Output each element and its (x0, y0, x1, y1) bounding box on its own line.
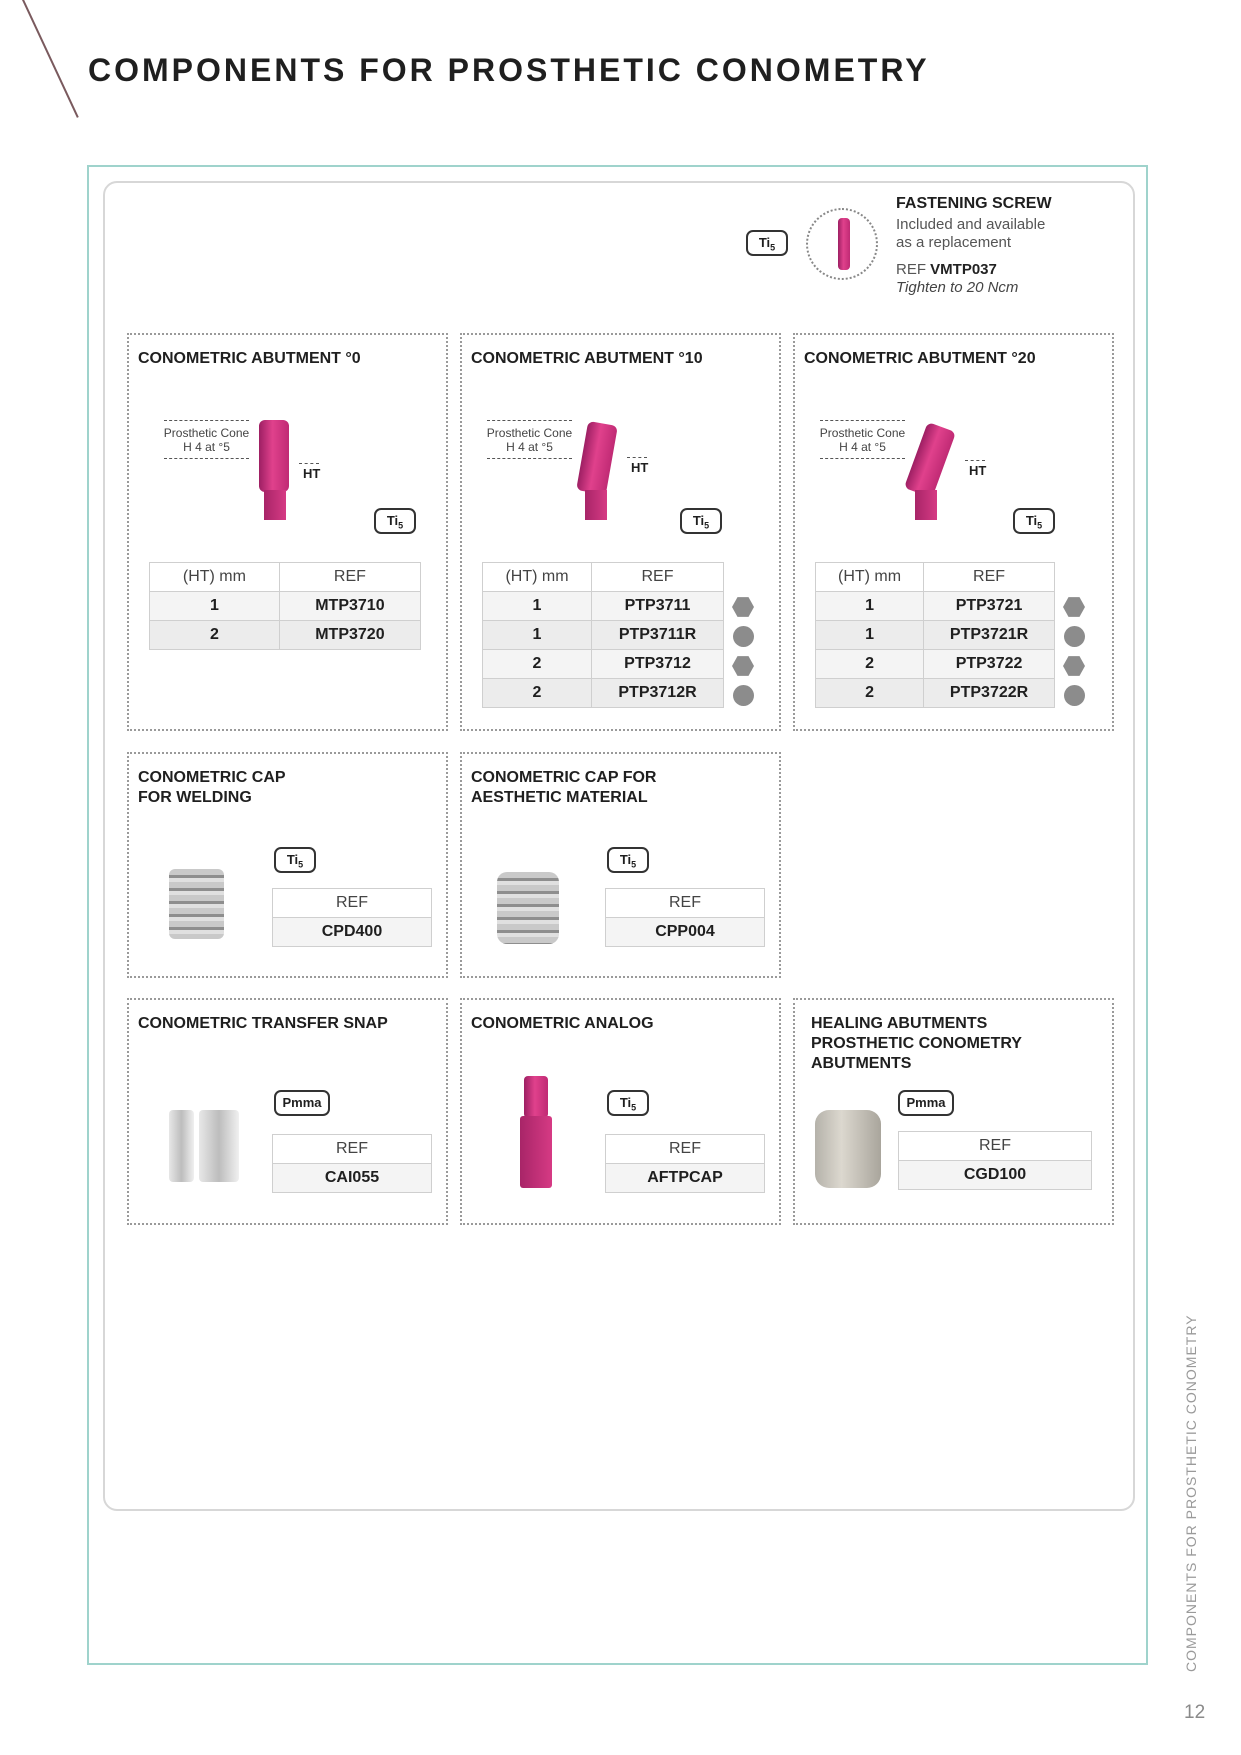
cone-label-line2: H 4 at °5 (183, 440, 230, 454)
col-ht-header: (HT) mm (483, 563, 592, 592)
ref-code: PTP3722 (924, 650, 1055, 679)
cone-bottom-dash (820, 458, 905, 459)
col-ref-header: REF (592, 563, 724, 592)
screw-torque: Tighten to 20 Ncm (896, 279, 1019, 296)
cap-aesthetic-image (497, 872, 559, 944)
transfer-table (272, 1134, 432, 1193)
healing-table (898, 1131, 1092, 1190)
cap-welding-title-line2: FOR WELDING (138, 789, 252, 806)
ht-label: HT (969, 463, 987, 478)
abutment-10-image (576, 421, 618, 495)
corner-decoration-line (22, 0, 79, 118)
material-badge-pmma: Pmma (898, 1090, 954, 1116)
cone-label-line2: H 4 at °5 (839, 440, 886, 454)
ht-value: 2 (816, 650, 924, 679)
cap-aesthetic-table (605, 888, 765, 947)
cap-aesthetic-title-line2: AESTHETIC MATERIAL (471, 789, 648, 806)
abutment-10-title: CONOMETRIC ABUTMENT °10 (471, 350, 703, 367)
abutment-0-card (127, 333, 448, 731)
ref-code: PTP3712R (592, 679, 724, 708)
ht-dash (965, 460, 985, 461)
ref-code: PTP3712 (592, 650, 724, 679)
ref-code: CPP004 (606, 918, 765, 947)
col-ref-header: REF (279, 563, 420, 592)
table-row (273, 1164, 432, 1193)
cone-bottom-dash (487, 458, 572, 459)
transfer-title: CONOMETRIC TRANSFER SNAP (138, 1015, 388, 1032)
material-badge-ti: $Ti_5$ (374, 508, 416, 534)
cap-welding-title-line1: CONOMETRIC CAP (138, 769, 286, 786)
cone-label-line1: Prosthetic Cone (819, 426, 906, 440)
cone-label-line2: H 4 at °5 (506, 440, 553, 454)
screw-ref-prefix: REF (896, 261, 926, 278)
ht-label: HT (303, 466, 321, 481)
ref-code: MTP3710 (279, 592, 420, 621)
abutment-20-base (915, 490, 937, 520)
table-row (899, 1161, 1092, 1190)
col-ref-header: REF (273, 1135, 432, 1164)
ht-value: 2 (483, 650, 592, 679)
ref-code: CAI055 (273, 1164, 432, 1193)
table-row (816, 679, 1055, 708)
analog-card (460, 998, 781, 1225)
round-icon (733, 626, 754, 647)
abutment-0-table (149, 562, 421, 650)
col-ref-header: REF (606, 1135, 765, 1164)
cap-aesthetic-title (471, 768, 656, 808)
cap-welding-card (127, 752, 448, 978)
col-ref-header: REF (899, 1132, 1092, 1161)
hexagon-icon (732, 655, 754, 677)
cone-label (482, 426, 577, 454)
cone-label (815, 426, 910, 454)
healing-title-line3: ABUTMENTS (811, 1055, 912, 1072)
transfer-card (127, 998, 448, 1225)
table-row (483, 679, 724, 708)
ht-value: 2 (483, 679, 592, 708)
cone-top-dash (820, 420, 905, 421)
table-row (483, 621, 724, 650)
table-row (150, 592, 421, 621)
ht-value: 1 (816, 621, 924, 650)
ref-code: PTP3711 (592, 592, 724, 621)
table-row (816, 621, 1055, 650)
cone-label-line1: Prosthetic Cone (486, 426, 573, 440)
material-badge-ti: $Ti_5$ (607, 847, 649, 873)
screw-ref-code: VMTP037 (930, 261, 997, 278)
cap-welding-table (272, 888, 432, 947)
ht-value: 1 (150, 592, 280, 621)
cone-label (159, 426, 254, 454)
col-ref-header: REF (924, 563, 1055, 592)
page-title: COMPONENTS FOR PROSTHETIC CONOMETRY (88, 52, 930, 88)
healing-title-line2: PROSTHETIC CONOMETRY (811, 1035, 1022, 1052)
ref-code: PTP3721R (924, 621, 1055, 650)
screw-title: FASTENING SCREW (896, 195, 1052, 212)
table-row (816, 650, 1055, 679)
table-row (816, 592, 1055, 621)
abutment-20-image (904, 422, 956, 498)
ref-code: PTP3722R (924, 679, 1055, 708)
cap-welding-image (169, 869, 224, 939)
table-row (606, 1164, 765, 1193)
hexagon-icon (1063, 596, 1085, 618)
ref-code: MTP3720 (279, 621, 420, 650)
cone-top-dash (164, 420, 249, 421)
abutment-0-title: CONOMETRIC ABUTMENT °0 (138, 350, 361, 367)
screw-image (806, 208, 878, 280)
material-badge-ti: $Ti_5$ (1013, 508, 1055, 534)
ref-code: AFTPCAP (606, 1164, 765, 1193)
side-running-title: COMPONENTS FOR PROSTHETIC CONOMETRY (1183, 1314, 1199, 1672)
abutment-20-title: CONOMETRIC ABUTMENT °20 (804, 350, 1036, 367)
cone-bottom-dash (164, 458, 249, 459)
round-icon (733, 685, 754, 706)
healing-title-line1: HEALING ABUTMENTS (811, 1015, 988, 1032)
cap-aesthetic-title-line1: CONOMETRIC CAP FOR (471, 769, 657, 786)
screw-ref (896, 261, 997, 278)
table-row (273, 918, 432, 947)
cap-aesthetic-card (460, 752, 781, 978)
col-ref-header: REF (606, 889, 765, 918)
abutment-20-card (793, 333, 1114, 731)
analog-image-bottom (520, 1116, 552, 1188)
cone-label-line1: Prosthetic Cone (163, 426, 250, 440)
table-row (483, 650, 724, 679)
screw-shape (838, 218, 850, 270)
col-ht-header: (HT) mm (150, 563, 280, 592)
ref-code: PTP3721 (924, 592, 1055, 621)
material-badge-ti: $Ti_5$ (680, 508, 722, 534)
abutment-10-card (460, 333, 781, 731)
round-icon (1064, 626, 1085, 647)
ht-label: HT (631, 460, 649, 475)
ht-dash (299, 463, 319, 464)
hexagon-icon (1063, 655, 1085, 677)
ref-code: PTP3711R (592, 621, 724, 650)
table-row (606, 918, 765, 947)
cap-welding-title (138, 768, 286, 808)
ht-value: 1 (483, 592, 592, 621)
ref-code: CPD400 (273, 918, 432, 947)
screw-description-2: as a replacement (896, 234, 1012, 251)
hexagon-icon (732, 596, 754, 618)
abutment-20-table (815, 562, 1055, 708)
material-badge-pmma: Pmma (274, 1090, 330, 1116)
transfer-image-left (169, 1110, 194, 1182)
abutment-0-base (264, 490, 286, 520)
round-icon (1064, 685, 1085, 706)
material-badge-ti: $Ti_5$ (607, 1090, 649, 1116)
ht-value: 1 (483, 621, 592, 650)
healing-card (793, 998, 1114, 1225)
analog-title: CONOMETRIC ANALOG (471, 1015, 654, 1032)
transfer-image-right (199, 1110, 239, 1182)
ht-dash (627, 457, 647, 458)
ht-value: 1 (816, 592, 924, 621)
col-ref-header: REF (273, 889, 432, 918)
abutment-10-table (482, 562, 724, 708)
analog-table (605, 1134, 765, 1193)
abutment-0-image (259, 420, 289, 492)
table-row (483, 592, 724, 621)
ht-value: 2 (150, 621, 280, 650)
healing-title (811, 1014, 1022, 1074)
material-badge-ti: $Ti_5$ (746, 230, 788, 256)
ht-value: 2 (816, 679, 924, 708)
healing-image (815, 1110, 881, 1188)
col-ht-header: (HT) mm (816, 563, 924, 592)
material-badge-ti: $Ti_5$ (274, 847, 316, 873)
analog-image-top (524, 1076, 548, 1118)
cone-top-dash (487, 420, 572, 421)
page-number: 12 (1184, 1702, 1206, 1723)
table-row (150, 621, 421, 650)
ref-code: CGD100 (899, 1161, 1092, 1190)
screw-description-1: Included and available (896, 216, 1046, 233)
abutment-10-base (585, 490, 607, 520)
